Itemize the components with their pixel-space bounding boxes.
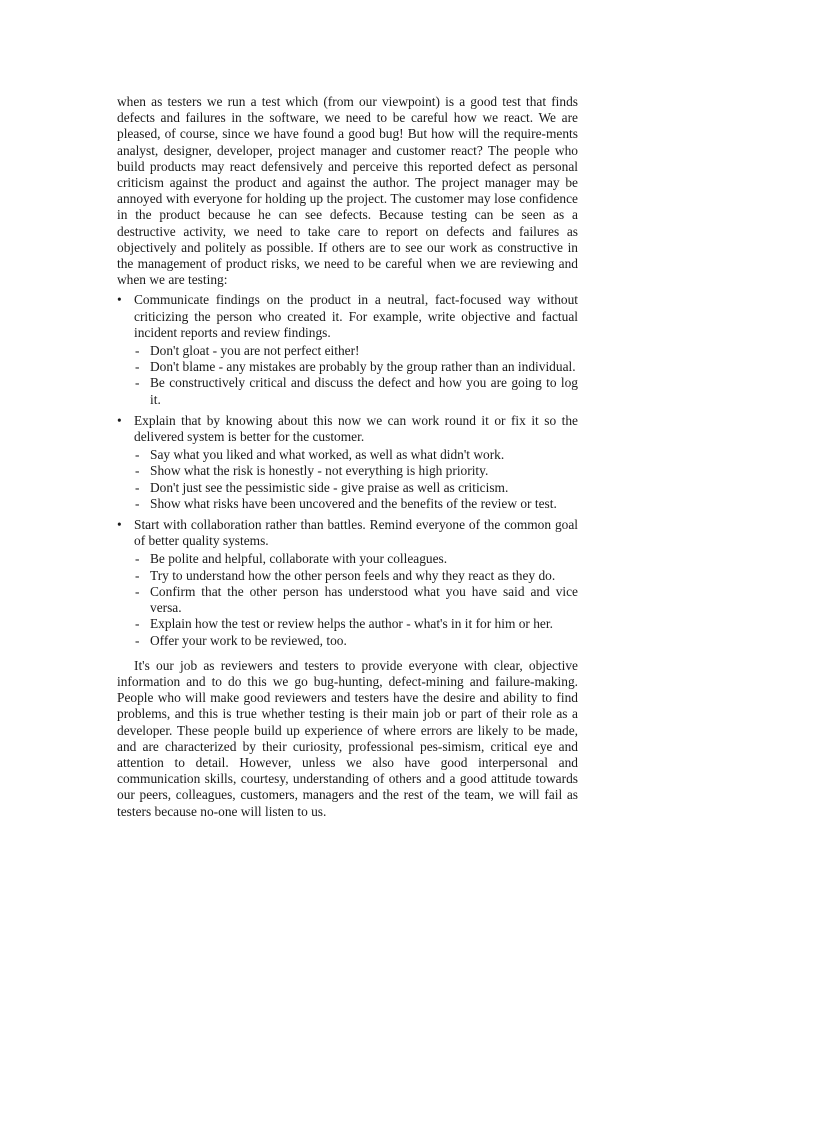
bullet-marker: • [117,412,122,428]
sub-item [134,616,578,632]
guideline-text: Communicate findings on the product in a neutral, fact-focused way without criticizing the person who created it. For example, write objective and factual incident reports and review findings. [134,292,578,340]
sub-item [134,375,578,407]
sub-item-text: Try to understand how the other person feels and why they react as they do. [150,567,556,583]
dash-marker: - [135,495,140,511]
dash-marker: - [135,632,140,648]
sub-item-text: Confirm that the other person has understood what you have said and vice versa. [150,583,578,616]
sub-item [134,551,578,567]
sub-item-text: Show what risks have been uncovered and the benefits of the review or test. [150,495,557,511]
dash-marker: - [135,463,140,479]
document-page [117,94,578,820]
dash-marker: - [135,479,140,495]
bullet-marker: • [117,517,122,533]
sub-item [134,343,578,359]
sub-item [134,480,578,496]
sub-item [134,359,578,375]
guideline-text: Start with collaboration rather than battles. Remind everyone of the common goal of better quality systems. [134,517,578,549]
sub-item-text: Say what you liked and what worked, as well as what didn't work. [150,447,505,463]
dash-marker: - [135,447,140,463]
sub-item-text: Show what the risk is honestly - not everything is high priority. [150,463,489,479]
closing-paragraph: It's our job as reviewers and testers to provide everyone with clear, objective information and to do this we go bug-hunting, defect-mining and failure-making. People who will make good reviewers and testers have the desire and ability to find problems, and this is true whether testing is their main job or part of their role as a developer. These people build up experience of where errors are likely to be made, and are characterized by their curiosity, professional pes-simism, critical eye and attention to detail. However, unless we also have good interpersonal and communication skills, courtesy, understanding of others and a good attitude towards our peers, colleagues, customers, managers and the rest of the team, we will fail as testers because no-one will listen to us. [117,657,578,819]
bullet-marker: • [117,292,122,308]
guideline-text: Explain that by knowing about this now we can work round it or fix it so the delivered system is better for the customer. [134,412,578,445]
sub-list [134,343,578,408]
guideline-item [117,517,578,649]
sub-list [134,551,578,648]
guideline-list [117,292,578,648]
dash-marker: - [135,343,140,359]
sub-item-text: Be polite and helpful, collaborate with your colleagues. [150,551,448,567]
sub-item [134,584,578,616]
sub-item-text: Explain how the test or review helps the author - what's in it for him or her. [150,616,553,632]
sub-item [134,496,578,512]
intro-paragraph: when as testers we run a test which (from our viewpoint) is a good test that finds defects and failures in the software, we need to be careful how we react. We are pleased, of course, since we have found a good bug! But how will the require-ments analyst, designer, developer, project manager and customer react? The people who build products may react defensively and perceive this reported defect as personal criticism against the product and against the author. The project manager may be annoyed with everyone for holding up the project. The customer may lose confidence in the product because he can see defects. Because testing can be seen as a destructive activity, we need to take care to report on defects and failures as objectively and politely as possible. If others are to see our work as constructive in the management of product risks, we need to be careful when we are reviewing and when we are testing: [117,94,578,288]
sub-item [134,633,578,649]
guideline-item [117,413,578,512]
sub-item-text: Offer your work to be reviewed, too. [150,632,347,648]
sub-item-text: Don't blame - any mistakes are probably by the group rather than an individual. [150,359,576,375]
dash-marker: - [135,551,140,567]
dash-marker: - [135,583,140,599]
dash-marker: - [135,616,140,632]
guideline-item [117,292,578,407]
sub-item-text: Be constructively critical and discuss the defect and how you are going to log it. [150,375,578,407]
sub-item [134,568,578,584]
sub-item-text: Don't just see the pessimistic side - give praise as well as criticism. [150,479,509,495]
sub-item [134,463,578,479]
dash-marker: - [135,359,140,375]
dash-marker: - [135,375,140,391]
sub-item-text: Don't gloat - you are not perfect either! [150,343,360,359]
sub-list [134,447,578,512]
dash-marker: - [135,567,140,583]
sub-item [134,447,578,463]
